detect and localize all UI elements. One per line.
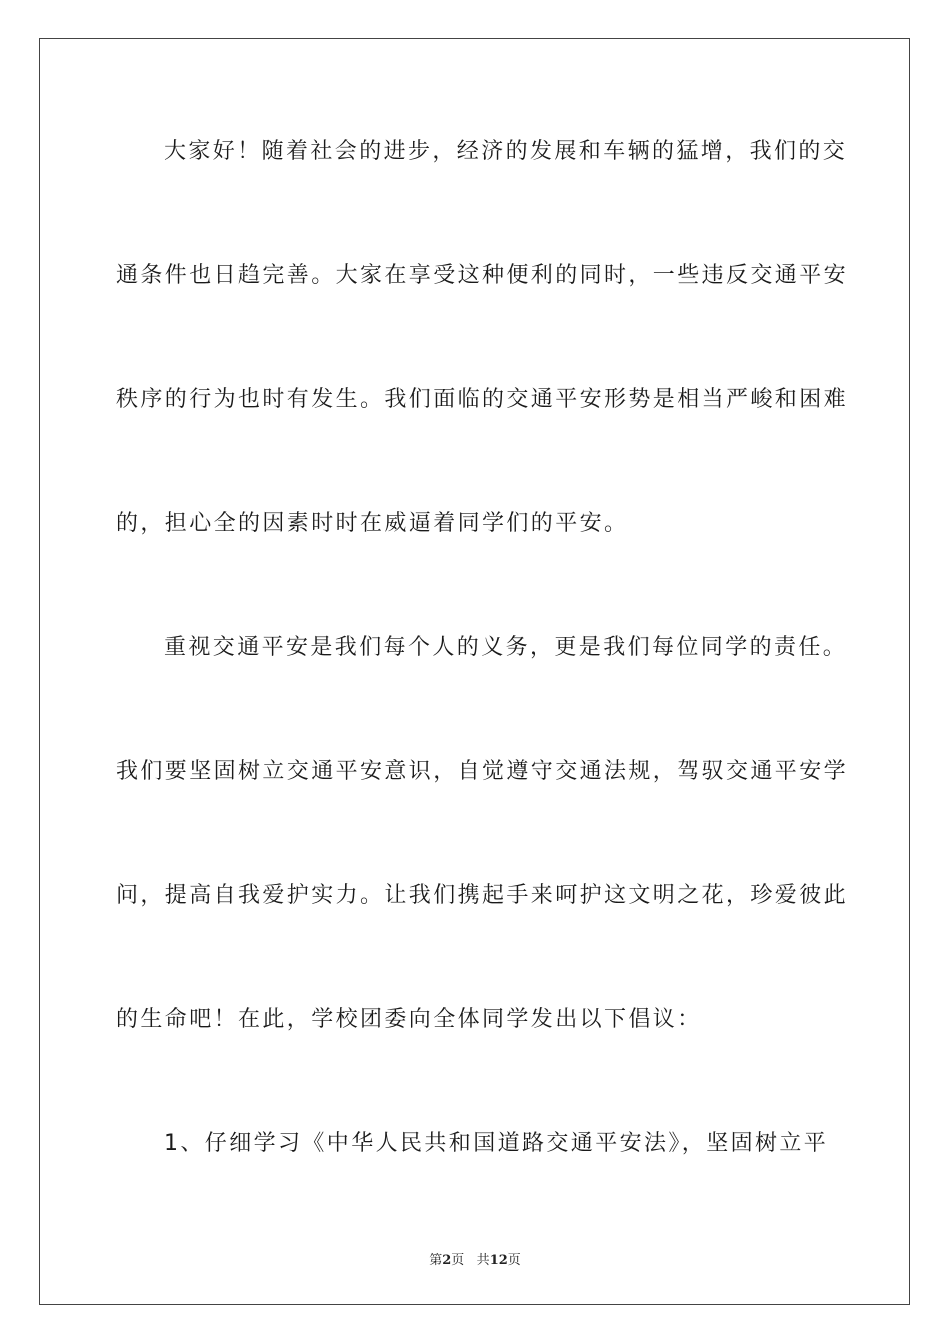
paragraph-2-line-4: 的生命吧！在此，学校团委向全体同学发出以下倡议： (116, 1007, 702, 1032)
paragraph-2-line-1: 重视交通平安是我们每个人的义务，更是我们每位同学的责任。 (164, 635, 848, 660)
footer-current-page: 2 (442, 1253, 452, 1268)
paragraph-2-line-2: 我们要坚固树立交通平安意识，自觉遵守交通法规，驾驭交通平安学 (116, 759, 849, 784)
footer-total-prefix: 共 (476, 1253, 490, 1268)
page-border (39, 38, 910, 1305)
footer-total-pages: 12 (489, 1253, 508, 1268)
paragraph-1-line-4: 的，担心全的因素时时在威逼着同学们的平安。 (116, 511, 629, 536)
paragraph-3-line-1: 1、仔细学习《中华人民共和国道路交通平安法》，坚固树立平 (164, 1131, 829, 1156)
paragraph-1-line-1: 大家好！随着社会的进步，经济的发展和车辆的猛增，我们的交 (164, 139, 848, 164)
paragraph-2-line-3: 问，提高自我爱护实力。让我们携起手来呵护这文明之花，珍爱彼此 (116, 883, 849, 908)
paragraph-1-line-2: 通条件也日趋完善。大家在享受这种便利的同时，一些违反交通平安 (116, 263, 849, 288)
footer-page-prefix: 第 (429, 1253, 443, 1268)
footer-total-suffix: 页 (507, 1253, 521, 1268)
paragraph-1-line-3: 秩序的行为也时有发生。我们面临的交通平安形势是相当严峻和困难 (116, 387, 849, 412)
footer-page-suffix: 页 (451, 1253, 465, 1268)
page-footer (0, 1249, 950, 1268)
